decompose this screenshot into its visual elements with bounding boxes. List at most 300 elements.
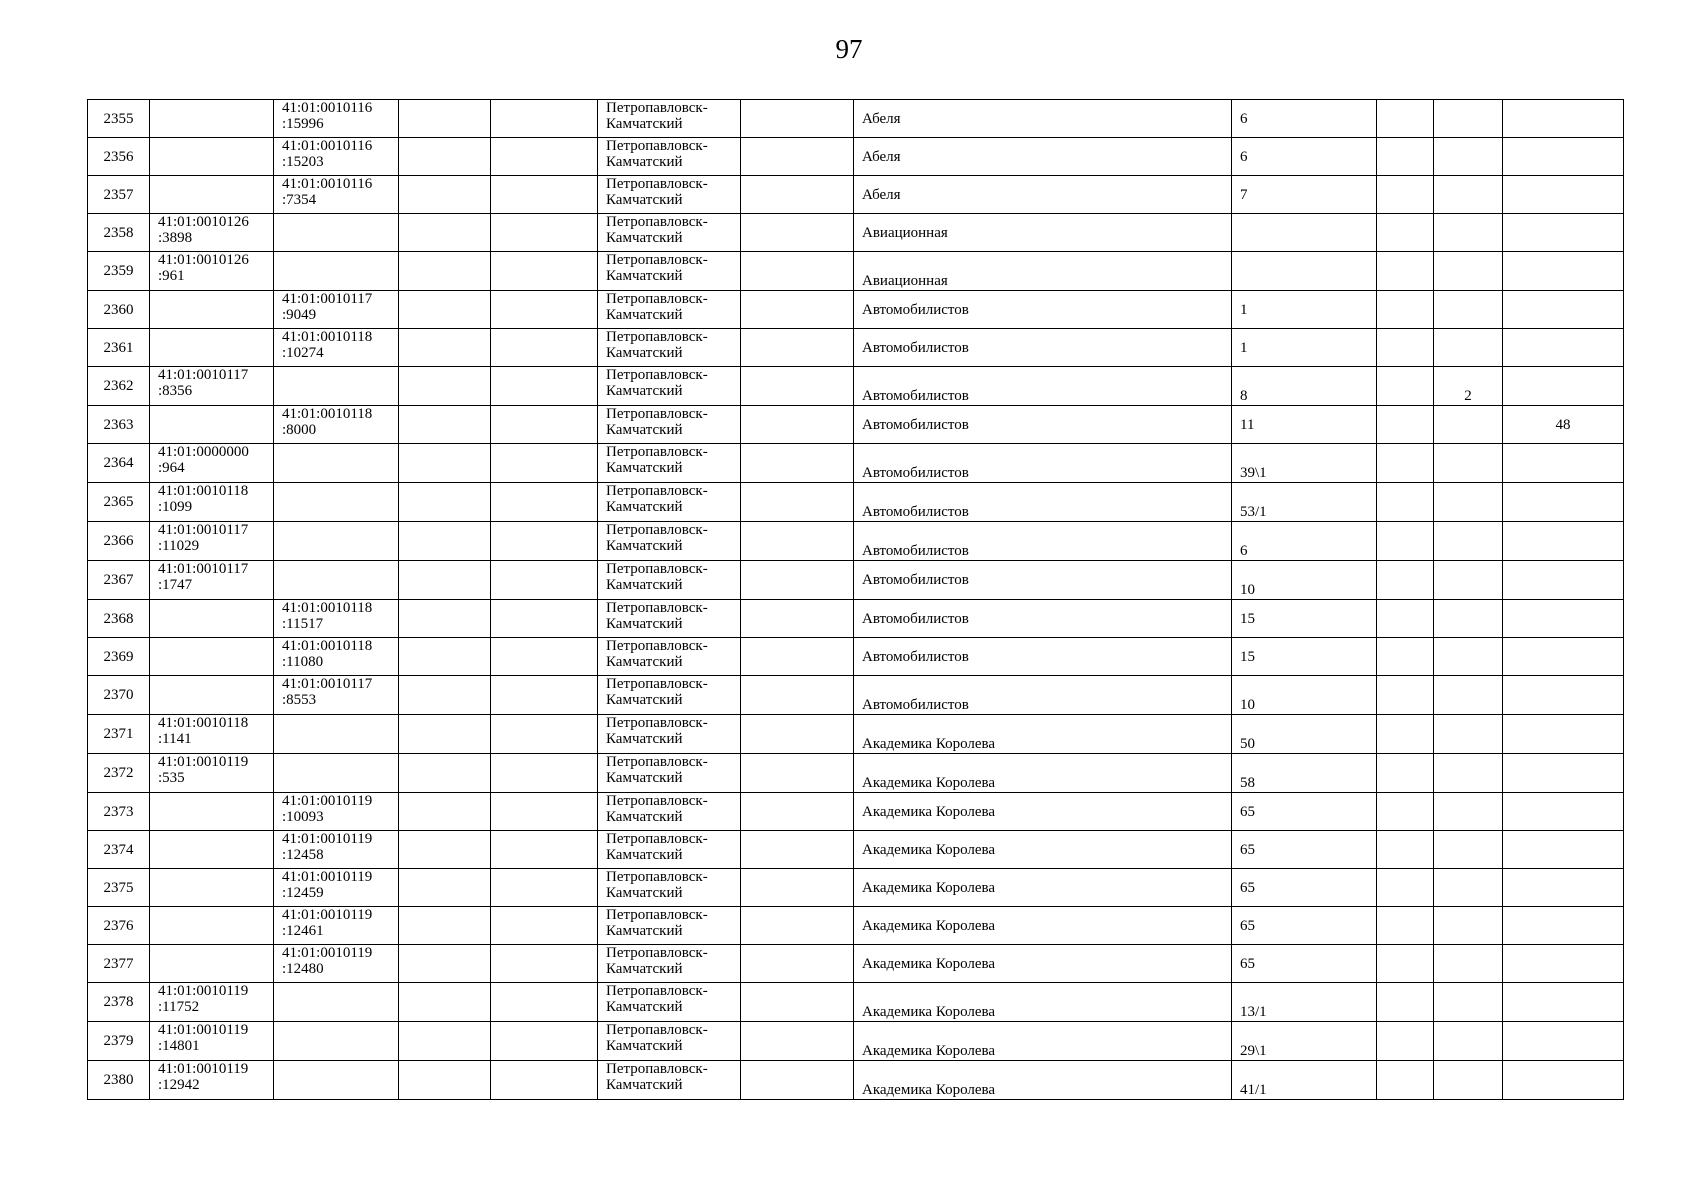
apartment-cell <box>1503 715 1624 754</box>
empty-cell <box>741 406 854 444</box>
cell-text-line: 41:01:0010119 <box>158 1022 249 1038</box>
cell-text-line: 2376 <box>103 917 134 934</box>
building-cell <box>1377 1022 1434 1061</box>
street-cell <box>854 638 1232 676</box>
empty-cell <box>741 444 854 483</box>
building-cell <box>1377 444 1434 483</box>
row-number-cell <box>88 483 150 522</box>
cell-text-line: :535 <box>158 770 185 786</box>
empty-cell <box>491 754 598 793</box>
cell-text-line: Петропавловск- <box>606 561 708 577</box>
empty-cell <box>399 983 491 1022</box>
cadastral-number-alt-cell <box>274 214 399 252</box>
cell-text-line: :964 <box>158 460 185 476</box>
structure-cell <box>1434 561 1503 600</box>
cell-text-line: Петропавловск- <box>606 329 708 345</box>
house-number-cell <box>1232 600 1377 638</box>
cell-text-line: 2358 <box>103 224 134 241</box>
cell-text-line: :12461 <box>282 923 324 939</box>
house-number-cell <box>1232 252 1377 291</box>
row-number-cell <box>88 638 150 676</box>
empty-cell <box>399 945 491 983</box>
cell-text-line: Автомобилистов <box>862 543 969 559</box>
apartment-cell <box>1503 793 1624 831</box>
city-cell <box>598 100 741 138</box>
empty-cell <box>741 754 854 793</box>
cell-text-line: Камчатский <box>606 383 683 399</box>
empty-cell <box>399 676 491 715</box>
cell-text-line: 41:01:0010117 <box>158 367 249 383</box>
city-cell <box>598 176 741 214</box>
cell-text-line: Петропавловск- <box>606 367 708 383</box>
cadastral-number-alt-cell <box>274 1061 399 1100</box>
street-cell <box>854 907 1232 945</box>
building-cell <box>1377 983 1434 1022</box>
building-cell <box>1377 252 1434 291</box>
cell-text-line: 2370 <box>103 687 134 703</box>
building-cell <box>1377 831 1434 869</box>
table-row <box>88 214 1624 252</box>
cell-text-line: Камчатский <box>606 538 683 554</box>
empty-cell <box>491 1022 598 1061</box>
cell-text-line: Камчатский <box>606 731 683 747</box>
cell-text-line: Камчатский <box>606 692 683 708</box>
cell-text-line: Камчатский <box>606 999 683 1015</box>
row-number-cell <box>88 444 150 483</box>
cell-text-line: Абеля <box>862 110 901 127</box>
city-cell <box>598 329 741 367</box>
cell-text-line: Петропавловск- <box>606 793 708 809</box>
empty-cell <box>399 869 491 907</box>
cell-text-line: 15 <box>1240 610 1255 627</box>
cell-text-line: 2359 <box>103 263 134 279</box>
row-number-cell <box>88 406 150 444</box>
empty-cell <box>741 100 854 138</box>
cell-text-line: Петропавловск- <box>606 444 708 460</box>
city-cell <box>598 983 741 1022</box>
street-cell <box>854 483 1232 522</box>
cell-text-line: Академика Королева <box>862 803 996 820</box>
row-number-cell <box>88 983 150 1022</box>
street-cell <box>854 176 1232 214</box>
cell-text-line: 65 <box>1240 955 1255 972</box>
table-row <box>88 252 1624 291</box>
building-cell <box>1377 561 1434 600</box>
cadastral-number-alt-cell <box>274 676 399 715</box>
city-cell <box>598 1061 741 1100</box>
empty-cell <box>399 176 491 214</box>
cadastral-number-alt-cell <box>274 754 399 793</box>
apartment-cell <box>1503 1022 1624 1061</box>
cell-text-line: Петропавловск- <box>606 522 708 538</box>
empty-cell <box>491 945 598 983</box>
empty-cell <box>741 367 854 406</box>
empty-cell <box>399 1022 491 1061</box>
structure-cell <box>1434 406 1503 444</box>
cell-text-line: 48 <box>1555 416 1571 433</box>
cell-text-line: 41:01:0010119 <box>282 831 373 847</box>
cell-text-line: 2366 <box>103 533 134 549</box>
cell-text-line: Академика Королева <box>862 736 996 752</box>
street-cell <box>854 945 1232 983</box>
building-cell <box>1377 715 1434 754</box>
cell-text-line: 2356 <box>103 148 134 165</box>
cadastral-number-cell <box>150 522 274 561</box>
empty-cell <box>399 522 491 561</box>
structure-cell <box>1434 522 1503 561</box>
cadastral-number-alt-cell <box>274 522 399 561</box>
empty-cell <box>491 907 598 945</box>
cell-text-line: Петропавловск- <box>606 983 708 999</box>
street-cell <box>854 444 1232 483</box>
empty-cell <box>399 1061 491 1100</box>
structure-cell <box>1434 907 1503 945</box>
cell-text-line: 65 <box>1240 803 1255 820</box>
address-register-table <box>87 99 1624 1100</box>
apartment-cell <box>1503 869 1624 907</box>
structure-cell <box>1434 600 1503 638</box>
cell-text-line: 2363 <box>103 416 134 433</box>
cadastral-number-cell <box>150 214 274 252</box>
cadastral-number-cell <box>150 176 274 214</box>
house-number-cell <box>1232 214 1377 252</box>
house-number-cell <box>1232 138 1377 176</box>
cell-text-line: 2368 <box>103 610 134 627</box>
cell-text-line: 41:01:0010119 <box>282 793 373 809</box>
structure-cell <box>1434 483 1503 522</box>
house-number-cell <box>1232 638 1377 676</box>
city-cell <box>598 522 741 561</box>
cell-text-line: 41:01:0010118 <box>282 638 373 654</box>
cell-text-line: :10093 <box>282 809 324 825</box>
cadastral-number-cell <box>150 754 274 793</box>
cadastral-number-alt-cell <box>274 138 399 176</box>
cell-text-line: 41:01:0010118 <box>282 329 373 345</box>
empty-cell <box>491 869 598 907</box>
empty-cell <box>741 561 854 600</box>
cell-text-line: 11 <box>1240 416 1255 433</box>
cell-text-line: 41:01:0010117 <box>158 522 249 538</box>
cell-text-line: Петропавловск- <box>606 1061 708 1077</box>
house-number-cell <box>1232 793 1377 831</box>
structure-cell <box>1434 754 1503 793</box>
empty-cell <box>491 676 598 715</box>
structure-cell <box>1434 214 1503 252</box>
cell-text-line: Камчатский <box>606 885 683 901</box>
structure-cell <box>1434 176 1503 214</box>
cell-text-line: :12458 <box>282 847 324 863</box>
empty-cell <box>741 214 854 252</box>
city-cell <box>598 715 741 754</box>
cell-text-line: Абеля <box>862 148 901 165</box>
cadastral-number-cell <box>150 676 274 715</box>
cell-text-line: Камчатский <box>606 809 683 825</box>
cadastral-number-alt-cell <box>274 715 399 754</box>
cell-text-line: Академика Королева <box>862 955 996 972</box>
building-cell <box>1377 100 1434 138</box>
empty-cell <box>741 831 854 869</box>
city-cell <box>598 907 741 945</box>
building-cell <box>1377 869 1434 907</box>
cell-text-line: 8 <box>1240 388 1248 404</box>
cadastral-number-alt-cell <box>274 329 399 367</box>
empty-cell <box>741 638 854 676</box>
row-number-cell <box>88 214 150 252</box>
cell-text-line: :11029 <box>158 538 200 554</box>
cell-text-line: 2357 <box>103 186 134 203</box>
cadastral-number-cell <box>150 600 274 638</box>
structure-cell <box>1434 1022 1503 1061</box>
structure-cell <box>1434 329 1503 367</box>
cell-text-line: 41:01:0010126 <box>158 214 249 230</box>
cell-text-line: 41:01:0010116 <box>282 100 373 116</box>
cell-text-line: :8356 <box>158 383 193 399</box>
city-cell <box>598 561 741 600</box>
apartment-cell <box>1503 1061 1624 1100</box>
cell-text-line: 2362 <box>103 378 134 394</box>
row-number-cell <box>88 793 150 831</box>
street-cell <box>854 329 1232 367</box>
cell-text-line: 2379 <box>103 1033 134 1049</box>
cell-text-line: :961 <box>158 268 185 284</box>
cadastral-number-cell <box>150 945 274 983</box>
empty-cell <box>491 831 598 869</box>
street-cell <box>854 715 1232 754</box>
cadastral-number-alt-cell <box>274 100 399 138</box>
cell-text-line: 41:01:0010119 <box>282 945 373 961</box>
cell-text-line: 2375 <box>103 879 134 896</box>
house-number-cell <box>1232 983 1377 1022</box>
cell-text-line: Камчатский <box>606 307 683 323</box>
cell-text-line: Камчатский <box>606 616 683 632</box>
empty-cell <box>399 252 491 291</box>
table-row <box>88 367 1624 406</box>
cell-text-line: :12459 <box>282 885 324 901</box>
table-row <box>88 638 1624 676</box>
row-number-cell <box>88 367 150 406</box>
cadastral-number-alt-cell <box>274 1022 399 1061</box>
cell-text-line: Петропавловск- <box>606 715 708 731</box>
cell-text-line: 2380 <box>103 1072 134 1088</box>
cell-text-line: 2373 <box>103 803 134 820</box>
cell-text-line: 6 <box>1240 148 1248 165</box>
empty-cell <box>741 676 854 715</box>
table-row <box>88 100 1624 138</box>
cell-text-line: :15996 <box>282 116 324 132</box>
empty-cell <box>399 406 491 444</box>
cell-text-line: Петропавловск- <box>606 638 708 654</box>
house-number-cell <box>1232 945 1377 983</box>
empty-cell <box>741 907 854 945</box>
city-cell <box>598 138 741 176</box>
city-cell <box>598 444 741 483</box>
apartment-cell <box>1503 600 1624 638</box>
apartment-cell <box>1503 100 1624 138</box>
empty-cell <box>399 329 491 367</box>
table-row <box>88 138 1624 176</box>
cell-text-line: 6 <box>1240 543 1248 559</box>
city-cell <box>598 945 741 983</box>
cell-text-line: Петропавловск- <box>606 138 708 154</box>
cadastral-number-cell <box>150 367 274 406</box>
row-number-cell <box>88 291 150 329</box>
city-cell <box>598 367 741 406</box>
city-cell <box>598 869 741 907</box>
cell-text-line: 41:01:0010119 <box>282 907 373 923</box>
street-cell <box>854 100 1232 138</box>
cell-text-line: Камчатский <box>606 422 683 438</box>
structure-cell <box>1434 291 1503 329</box>
house-number-cell <box>1232 100 1377 138</box>
table-row <box>88 561 1624 600</box>
cadastral-number-alt-cell <box>274 907 399 945</box>
cell-text-line: 41:01:0000000 <box>158 444 249 460</box>
cadastral-number-alt-cell <box>274 638 399 676</box>
structure-cell <box>1434 367 1503 406</box>
cell-text-line: 41:01:0010116 <box>282 138 373 154</box>
structure-cell <box>1434 252 1503 291</box>
table-row <box>88 869 1624 907</box>
empty-cell <box>399 291 491 329</box>
cadastral-number-alt-cell <box>274 945 399 983</box>
empty-cell <box>399 483 491 522</box>
empty-cell <box>491 406 598 444</box>
street-cell <box>854 291 1232 329</box>
apartment-cell <box>1503 638 1624 676</box>
empty-cell <box>399 907 491 945</box>
cell-text-line: 53/1 <box>1240 504 1267 520</box>
row-number-cell <box>88 754 150 793</box>
row-number-cell <box>88 522 150 561</box>
cadastral-number-cell <box>150 483 274 522</box>
cadastral-number-alt-cell <box>274 367 399 406</box>
cell-text-line: Петропавловск- <box>606 406 708 422</box>
cell-text-line: 2371 <box>103 726 134 742</box>
row-number-cell <box>88 676 150 715</box>
table-row <box>88 945 1624 983</box>
structure-cell <box>1434 869 1503 907</box>
empty-cell <box>491 600 598 638</box>
structure-cell <box>1434 444 1503 483</box>
empty-cell <box>491 252 598 291</box>
cell-text-line: 41:01:0010126 <box>158 252 249 268</box>
empty-cell <box>741 983 854 1022</box>
row-number-cell <box>88 100 150 138</box>
empty-cell <box>399 600 491 638</box>
cell-text-line: Камчатский <box>606 116 683 132</box>
cell-text-line: Камчатский <box>606 230 683 246</box>
cell-text-line: Академика Королева <box>862 917 996 934</box>
cell-text-line: Академика Королева <box>862 1043 996 1059</box>
cadastral-number-alt-cell <box>274 983 399 1022</box>
cell-text-line: Петропавловск- <box>606 100 708 116</box>
cell-text-line: Академика Королева <box>862 1082 996 1098</box>
cell-text-line: 41:01:0010118 <box>158 483 249 499</box>
empty-cell <box>399 367 491 406</box>
row-number-cell <box>88 907 150 945</box>
cadastral-number-alt-cell <box>274 406 399 444</box>
empty-cell <box>491 561 598 600</box>
cell-text-line: 2361 <box>103 339 134 356</box>
house-number-cell <box>1232 676 1377 715</box>
building-cell <box>1377 367 1434 406</box>
cell-text-line: Автомобилистов <box>862 610 969 627</box>
empty-cell <box>741 483 854 522</box>
house-number-cell <box>1232 406 1377 444</box>
structure-cell <box>1434 638 1503 676</box>
apartment-cell <box>1503 444 1624 483</box>
cell-text-line: Автомобилистов <box>862 339 969 356</box>
row-number-cell <box>88 600 150 638</box>
cell-text-line: :12480 <box>282 961 324 977</box>
table-row <box>88 715 1624 754</box>
cadastral-number-alt-cell <box>274 600 399 638</box>
building-cell <box>1377 793 1434 831</box>
cell-text-line: Камчатский <box>606 577 683 593</box>
cadastral-number-alt-cell <box>274 869 399 907</box>
empty-cell <box>491 291 598 329</box>
cell-text-line: 41:01:0010117 <box>282 291 373 307</box>
empty-cell <box>741 522 854 561</box>
apartment-cell <box>1503 561 1624 600</box>
city-cell <box>598 252 741 291</box>
street-cell <box>854 676 1232 715</box>
cell-text-line: Автомобилистов <box>862 465 969 481</box>
cell-text-line: Петропавловск- <box>606 869 708 885</box>
street-cell <box>854 983 1232 1022</box>
cell-text-line: Автомобилистов <box>862 504 969 520</box>
cadastral-number-cell <box>150 907 274 945</box>
empty-cell <box>399 214 491 252</box>
empty-cell <box>399 715 491 754</box>
street-cell <box>854 522 1232 561</box>
cell-text-line: :9049 <box>282 307 317 323</box>
house-number-cell <box>1232 1061 1377 1100</box>
cell-text-line: Камчатский <box>606 345 683 361</box>
cell-text-line: 2 <box>1464 388 1472 404</box>
cadastral-number-alt-cell <box>274 291 399 329</box>
house-number-cell <box>1232 522 1377 561</box>
cell-text-line: Камчатский <box>606 154 683 170</box>
cell-text-line: Камчатский <box>606 847 683 863</box>
cell-text-line: 41:01:0010119 <box>158 1061 249 1077</box>
apartment-cell <box>1503 945 1624 983</box>
row-number-cell <box>88 1022 150 1061</box>
cell-text-line: Петропавловск- <box>606 176 708 192</box>
cell-text-line: 41:01:0010119 <box>158 983 249 999</box>
cadastral-number-alt-cell <box>274 252 399 291</box>
cadastral-number-cell <box>150 793 274 831</box>
cell-text-line: 65 <box>1240 841 1255 858</box>
street-cell <box>854 561 1232 600</box>
table-row <box>88 676 1624 715</box>
cell-text-line: :7354 <box>282 192 317 208</box>
empty-cell <box>741 138 854 176</box>
cell-text-line: Камчатский <box>606 192 683 208</box>
page-number: 97 <box>835 34 863 64</box>
structure-cell <box>1434 945 1503 983</box>
apartment-cell <box>1503 983 1624 1022</box>
table-row <box>88 483 1624 522</box>
cell-text-line: Автомобилистов <box>862 697 969 713</box>
house-number-cell <box>1232 291 1377 329</box>
cell-text-line: :3898 <box>158 230 193 246</box>
table-row <box>88 406 1624 444</box>
city-cell <box>598 793 741 831</box>
cell-text-line: :11752 <box>158 999 200 1015</box>
apartment-cell <box>1503 676 1624 715</box>
cadastral-number-alt-cell <box>274 793 399 831</box>
